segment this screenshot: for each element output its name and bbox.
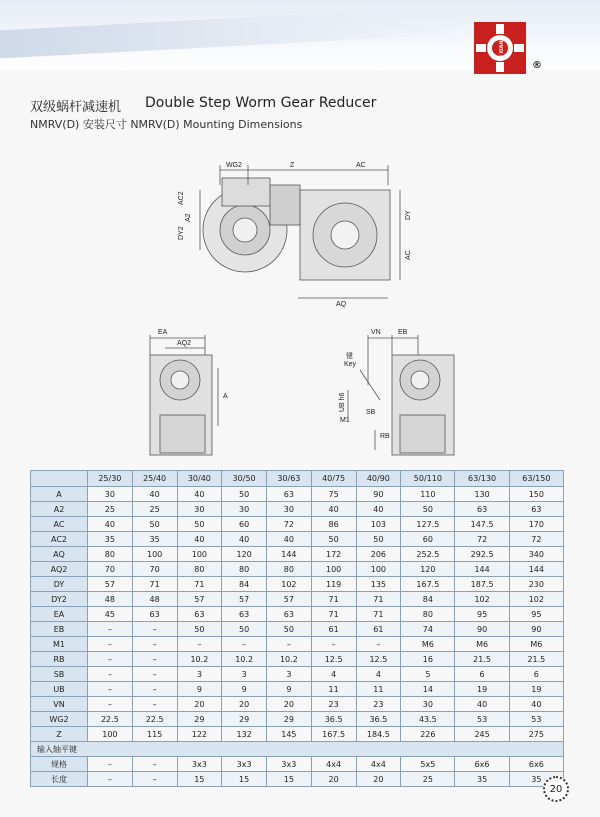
row-label: AC xyxy=(31,517,88,532)
table-cell: – xyxy=(222,637,267,652)
table-row xyxy=(31,637,564,652)
table-cell: – xyxy=(356,637,401,652)
table-cell: 21.5 xyxy=(455,652,509,667)
table-cell: 19 xyxy=(455,682,509,697)
column-header: 25/40 xyxy=(132,471,177,487)
table-cell: 4 xyxy=(356,667,401,682)
table-cell: 22.5 xyxy=(132,712,177,727)
label-aq2: AQ2 xyxy=(177,340,192,347)
section-label: 输入轴平键 xyxy=(31,742,564,757)
table-cell: 63 xyxy=(509,502,563,517)
table-cell: 60 xyxy=(222,517,267,532)
table-cell: 63 xyxy=(455,502,509,517)
table-cell: 3 xyxy=(177,667,222,682)
dimensions-table xyxy=(30,470,564,787)
table-cell: 63 xyxy=(132,607,177,622)
table-cell: 36.5 xyxy=(356,712,401,727)
label-m1: M1 xyxy=(340,417,350,424)
table-cell: M6 xyxy=(401,637,455,652)
table-cell: 57 xyxy=(222,592,267,607)
column-header: 40/90 xyxy=(356,471,401,487)
table-cell: 167.5 xyxy=(401,577,455,592)
table-header-row xyxy=(31,471,564,487)
table-cell: 5 xyxy=(401,667,455,682)
table-cell: 25 xyxy=(132,502,177,517)
table-cell: 35 xyxy=(509,772,563,787)
table-cell: 57 xyxy=(267,592,312,607)
label-ub: UB h6 xyxy=(339,392,346,412)
table-cell: 63 xyxy=(222,607,267,622)
table-cell: 29 xyxy=(267,712,312,727)
table-cell: 70 xyxy=(88,562,133,577)
table-cell: 95 xyxy=(509,607,563,622)
table-cell: 3 xyxy=(267,667,312,682)
table-cell: 103 xyxy=(356,517,401,532)
table-cell: – xyxy=(132,682,177,697)
table-cell: 122 xyxy=(177,727,222,742)
table-cell: – xyxy=(88,622,133,637)
column-header: 63/130 xyxy=(455,471,509,487)
label-sb: SB xyxy=(366,409,376,416)
table-cell: – xyxy=(132,622,177,637)
table-cell: 40 xyxy=(88,517,133,532)
label-eb: EB xyxy=(398,329,408,336)
table-cell: 36.5 xyxy=(311,712,356,727)
label-aq: AQ xyxy=(336,301,347,308)
table-cell: 35 xyxy=(455,772,509,787)
table-cell: 127.5 xyxy=(401,517,455,532)
table-cell: 4x4 xyxy=(311,757,356,772)
table-cell: 57 xyxy=(88,577,133,592)
table-cell: 90 xyxy=(356,487,401,502)
label-rb: RB xyxy=(380,433,390,440)
table-cell: 145 xyxy=(267,727,312,742)
table-row xyxy=(31,667,564,682)
table-cell: 15 xyxy=(177,772,222,787)
column-header: 50/110 xyxy=(401,471,455,487)
label-ac2: AC2 xyxy=(178,191,185,205)
registered-mark: ® xyxy=(532,60,542,71)
table-cell: 50 xyxy=(132,517,177,532)
table-cell: 71 xyxy=(132,577,177,592)
table-cell: 50 xyxy=(267,622,312,637)
table-cell: 167.5 xyxy=(311,727,356,742)
table-row xyxy=(31,682,564,697)
label-a2: A2 xyxy=(185,213,192,222)
row-label: A xyxy=(31,487,88,502)
table-cell: 71 xyxy=(311,592,356,607)
table-cell: 20 xyxy=(356,772,401,787)
technical-drawing xyxy=(0,150,600,465)
table-cell: 50 xyxy=(177,517,222,532)
table-cell: 50 xyxy=(401,502,455,517)
row-label: EB xyxy=(31,622,88,637)
table-cell: 115 xyxy=(132,727,177,742)
table-row xyxy=(31,517,564,532)
table-cell: 3x3 xyxy=(267,757,312,772)
table-cell: – xyxy=(311,637,356,652)
column-header: 30/63 xyxy=(267,471,312,487)
table-cell: 30 xyxy=(401,697,455,712)
table-cell: 10.2 xyxy=(267,652,312,667)
table-cell: 90 xyxy=(509,622,563,637)
table-cell: 102 xyxy=(455,592,509,607)
table-cell: 80 xyxy=(401,607,455,622)
table-cell: 144 xyxy=(455,562,509,577)
table-cell: 80 xyxy=(88,547,133,562)
table-cell: 30 xyxy=(222,502,267,517)
table-cell: – xyxy=(88,667,133,682)
table-cell: 29 xyxy=(222,712,267,727)
table-row xyxy=(31,727,564,742)
row-label: VN xyxy=(31,697,88,712)
row-label: 规格 xyxy=(31,757,88,772)
row-label: 长度 xyxy=(31,772,88,787)
table-cell: 71 xyxy=(356,592,401,607)
table-cell: 80 xyxy=(222,562,267,577)
table-cell: 132 xyxy=(222,727,267,742)
table-cell: 120 xyxy=(222,547,267,562)
table-cell: 53 xyxy=(455,712,509,727)
drawing-left xyxy=(150,335,218,455)
table-cell: 40 xyxy=(356,502,401,517)
table-cell: 63 xyxy=(177,607,222,622)
table-cell: 245 xyxy=(455,727,509,742)
table-cell: 9 xyxy=(222,682,267,697)
table-cell: 6x6 xyxy=(509,757,563,772)
table-cell: 9 xyxy=(267,682,312,697)
label-a: A xyxy=(223,393,228,400)
table-cell: 184.5 xyxy=(356,727,401,742)
table-cell: 16 xyxy=(401,652,455,667)
table-cell: 20 xyxy=(177,697,222,712)
table-cell: 110 xyxy=(401,487,455,502)
table-cell: 40 xyxy=(455,697,509,712)
table-cell: 120 xyxy=(401,562,455,577)
table-cell: 63 xyxy=(267,607,312,622)
column-header: 30/50 xyxy=(222,471,267,487)
table-row xyxy=(31,562,564,577)
row-label: AC2 xyxy=(31,532,88,547)
table-cell: 15 xyxy=(267,772,312,787)
table-cell: 20 xyxy=(311,772,356,787)
table-row xyxy=(31,547,564,562)
label-vn: VN xyxy=(371,329,381,336)
row-label: RB xyxy=(31,652,88,667)
company-logo xyxy=(472,20,528,76)
column-header: 25/30 xyxy=(88,471,133,487)
drawing-right xyxy=(348,335,454,455)
table-cell: 144 xyxy=(267,547,312,562)
table-cell: – xyxy=(267,637,312,652)
table-cell: 50 xyxy=(311,532,356,547)
table-cell: 30 xyxy=(267,502,312,517)
table-cell: 292.5 xyxy=(455,547,509,562)
table-cell: 40 xyxy=(267,532,312,547)
table-cell: 100 xyxy=(88,727,133,742)
table-cell: 19 xyxy=(509,682,563,697)
row-label: Z xyxy=(31,727,88,742)
table-cell: – xyxy=(132,652,177,667)
logo-text: JI XIANG xyxy=(499,36,505,60)
table-cell: – xyxy=(88,652,133,667)
table-row xyxy=(31,592,564,607)
row-label: SB xyxy=(31,667,88,682)
table-cell: – xyxy=(177,637,222,652)
table-cell: 72 xyxy=(267,517,312,532)
table-cell: 15 xyxy=(222,772,267,787)
table-cell: 61 xyxy=(311,622,356,637)
table-cell: 75 xyxy=(311,487,356,502)
table-cell: 12.5 xyxy=(356,652,401,667)
table-cell: 57 xyxy=(177,592,222,607)
table-cell: 72 xyxy=(509,532,563,547)
subtitle: NMRV(D) 安装尺寸 NMRV(D) Mounting Dimensions xyxy=(30,118,303,131)
table-cell: 150 xyxy=(509,487,563,502)
table-cell: 340 xyxy=(509,547,563,562)
table-cell: 90 xyxy=(455,622,509,637)
table-row xyxy=(31,712,564,727)
row-label: WG2 xyxy=(31,712,88,727)
label-key-en: Key xyxy=(344,361,357,368)
table-cell: – xyxy=(88,697,133,712)
table-row xyxy=(31,607,564,622)
table-cell: – xyxy=(88,637,133,652)
table-cell: 25 xyxy=(401,772,455,787)
table-cell: 23 xyxy=(356,697,401,712)
label-ac-top: AC xyxy=(356,162,366,169)
label-ea: EA xyxy=(158,329,168,336)
row-label: A2 xyxy=(31,502,88,517)
label-wg2: WG2 xyxy=(226,162,242,169)
table-cell: 100 xyxy=(177,547,222,562)
table-cell: 30 xyxy=(177,502,222,517)
table-cell: 187.5 xyxy=(455,577,509,592)
table-row xyxy=(31,697,564,712)
table-cell: 48 xyxy=(88,592,133,607)
table-cell: 63 xyxy=(267,487,312,502)
table-cell: – xyxy=(132,757,177,772)
table-cell: 45 xyxy=(88,607,133,622)
label-dy: DY xyxy=(405,210,412,220)
table-row xyxy=(31,502,564,517)
table-row xyxy=(31,757,564,772)
table-cell: 3x3 xyxy=(222,757,267,772)
table-section-row xyxy=(31,742,564,757)
table-cell: 102 xyxy=(267,577,312,592)
table-cell: 95 xyxy=(455,607,509,622)
table-cell: 4x4 xyxy=(356,757,401,772)
table-cell: 100 xyxy=(311,562,356,577)
row-label: DY xyxy=(31,577,88,592)
table-cell: 35 xyxy=(132,532,177,547)
table-cell: 22.5 xyxy=(88,712,133,727)
table-cell: 50 xyxy=(177,622,222,637)
label-key-cn: 键 xyxy=(346,353,353,360)
table-cell: 130 xyxy=(455,487,509,502)
table-cell: 11 xyxy=(311,682,356,697)
table-cell: 86 xyxy=(311,517,356,532)
table-row xyxy=(31,622,564,637)
table-cell: M6 xyxy=(455,637,509,652)
table-cell: 3x3 xyxy=(177,757,222,772)
column-header: 63/150 xyxy=(509,471,563,487)
title-english: Double Step Worm Gear Reducer xyxy=(145,95,377,111)
table-cell: 53 xyxy=(509,712,563,727)
row-label: DY2 xyxy=(31,592,88,607)
table-cell: 4 xyxy=(311,667,356,682)
column-header: 30/40 xyxy=(177,471,222,487)
table-cell: – xyxy=(132,637,177,652)
table-cell: 40 xyxy=(311,502,356,517)
table-corner-cell xyxy=(31,471,88,487)
table-cell: – xyxy=(88,772,133,787)
table-cell: 230 xyxy=(509,577,563,592)
row-label: AQ2 xyxy=(31,562,88,577)
table-cell: 50 xyxy=(356,532,401,547)
table-cell: 172 xyxy=(311,547,356,562)
table-cell: 50 xyxy=(222,487,267,502)
table-cell: 71 xyxy=(311,607,356,622)
table-cell: 35 xyxy=(88,532,133,547)
row-label: M1 xyxy=(31,637,88,652)
table-cell: 70 xyxy=(132,562,177,577)
table-body xyxy=(31,487,564,787)
table-cell: 14 xyxy=(401,682,455,697)
table-cell: 206 xyxy=(356,547,401,562)
table-cell: 275 xyxy=(509,727,563,742)
table-cell: – xyxy=(88,757,133,772)
table-cell: 40 xyxy=(132,487,177,502)
label-dy2: DY2 xyxy=(178,226,185,240)
table-cell: 40 xyxy=(222,532,267,547)
table-cell: 102 xyxy=(509,592,563,607)
table-cell: 61 xyxy=(356,622,401,637)
table-row xyxy=(31,532,564,547)
table-cell: 71 xyxy=(356,607,401,622)
table-cell: – xyxy=(132,772,177,787)
table-cell: – xyxy=(132,697,177,712)
table-cell: 29 xyxy=(177,712,222,727)
table-cell: 3 xyxy=(222,667,267,682)
table-cell: 74 xyxy=(401,622,455,637)
table-cell: 100 xyxy=(132,547,177,562)
table-cell: 84 xyxy=(401,592,455,607)
table-row xyxy=(31,487,564,502)
drawing-top xyxy=(200,165,400,298)
table-cell: 20 xyxy=(267,697,312,712)
table-cell: 12.5 xyxy=(311,652,356,667)
table-cell: 252.5 xyxy=(401,547,455,562)
table-cell: 71 xyxy=(177,577,222,592)
table-cell: 135 xyxy=(356,577,401,592)
table-cell: 48 xyxy=(132,592,177,607)
table-cell: 147.5 xyxy=(455,517,509,532)
table-cell: 6 xyxy=(509,667,563,682)
table-cell: – xyxy=(88,682,133,697)
table-cell: 21.5 xyxy=(509,652,563,667)
label-ac-side: AC xyxy=(405,250,412,260)
page-number: 20 xyxy=(543,776,569,802)
table-cell: 30 xyxy=(88,487,133,502)
table-cell: 80 xyxy=(177,562,222,577)
table-cell: 226 xyxy=(401,727,455,742)
row-label: AQ xyxy=(31,547,88,562)
table-cell: 43.5 xyxy=(401,712,455,727)
table-cell: 10.2 xyxy=(177,652,222,667)
table-cell: 50 xyxy=(222,622,267,637)
table-cell: 5x5 xyxy=(401,757,455,772)
table-cell: 10.2 xyxy=(222,652,267,667)
table-cell: – xyxy=(132,667,177,682)
table-cell: 72 xyxy=(455,532,509,547)
table-cell: 20 xyxy=(222,697,267,712)
table-cell: 80 xyxy=(267,562,312,577)
label-z: Z xyxy=(290,162,295,169)
table-cell: 170 xyxy=(509,517,563,532)
table-cell: 40 xyxy=(509,697,563,712)
table-row xyxy=(31,772,564,787)
table-cell: 11 xyxy=(356,682,401,697)
table-cell: 60 xyxy=(401,532,455,547)
table-cell: 9 xyxy=(177,682,222,697)
table-cell: 23 xyxy=(311,697,356,712)
table-cell: 40 xyxy=(177,532,222,547)
table-cell: 144 xyxy=(509,562,563,577)
table-cell: 25 xyxy=(88,502,133,517)
column-header: 40/75 xyxy=(311,471,356,487)
table-cell: 6 xyxy=(455,667,509,682)
table-cell: 100 xyxy=(356,562,401,577)
table-row xyxy=(31,652,564,667)
table-cell: 119 xyxy=(311,577,356,592)
table-cell: 40 xyxy=(177,487,222,502)
table-cell: M6 xyxy=(509,637,563,652)
table-cell: 6x6 xyxy=(455,757,509,772)
row-label: EA xyxy=(31,607,88,622)
table-cell: 84 xyxy=(222,577,267,592)
row-label: UB xyxy=(31,682,88,697)
table-row xyxy=(31,577,564,592)
title-chinese: 双级蜗杆减速机 xyxy=(30,100,122,115)
